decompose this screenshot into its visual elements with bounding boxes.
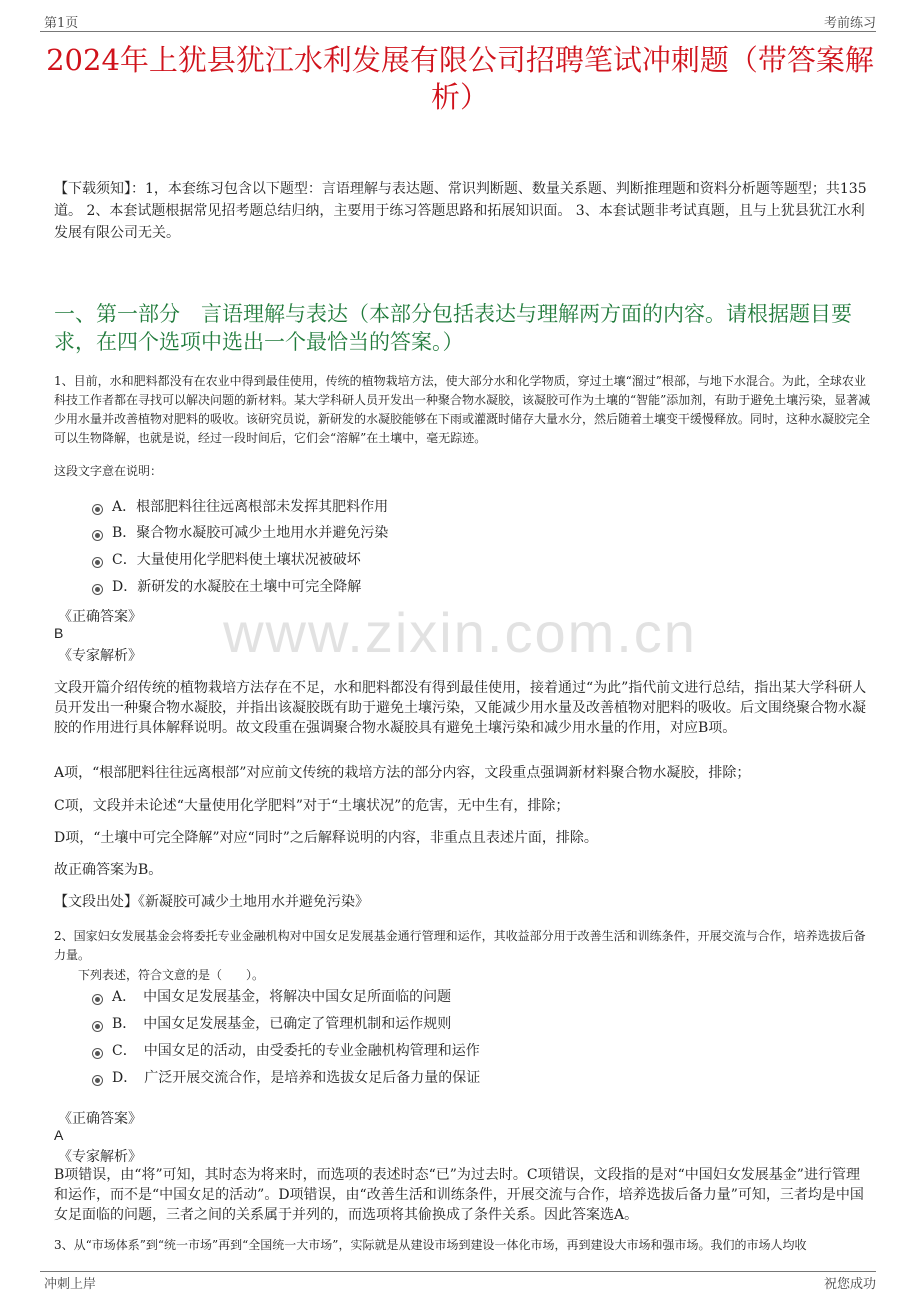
footer-divider xyxy=(40,1271,876,1272)
radio-icon[interactable] xyxy=(92,557,103,568)
option-label: D． 广泛开展交流合作，是培养和选拔女足后备力量的保证 xyxy=(112,1070,481,1086)
question-1-analysis-d: D项，“土壤中可完全降解”对应“同时”之后解释说明的内容，非重点且表述片面，排除。 xyxy=(54,830,598,846)
question-1-option-a[interactable] xyxy=(92,496,388,516)
option-label: C．大量使用化学肥料使土壤状况被破坏 xyxy=(112,552,361,568)
radio-icon[interactable] xyxy=(92,530,103,541)
footer-right-text: 祝您成功 xyxy=(823,1277,876,1292)
question-1-conclusion: 故正确答案为B。 xyxy=(54,862,163,878)
question-1-stem: 这段文字意在说明： xyxy=(54,464,163,478)
option-label: A．根部肥料往往远离根部未发挥其肥料作用 xyxy=(112,499,389,515)
question-1-text: 1、目前，水和肥料都没有在农业中得到最佳使用，传统的植物栽培方法，使大部分水和化学物质，穿过土壤“溜过”根部，与地下水混合。为此，全球农业科技工作者都在寻找可以解决问题的新材料。某大学科研人员开发出一种聚合物水凝胶，该凝胶可作为土壤的“智能”添加剂，有助于避免土壤污染，显著减少用水量并改善植物对肥料的吸收。该研究员说，新研发的水凝胶能够在下雨或灌溉时储存大量水分，然后随着土壤变干缓慢释放。同时，这种水凝胶完全可以生物降解，也就是说，经过一段时间后，它们会“溶解”在土壤中，毫无踪迹。 xyxy=(54,374,871,445)
question-2-stem: 下列表述，符合文意的是（ ）。 xyxy=(78,968,265,982)
question-2-option-d[interactable] xyxy=(92,1067,480,1087)
radio-icon[interactable] xyxy=(92,994,103,1005)
radio-icon[interactable] xyxy=(92,1075,103,1086)
question-2-option-a[interactable] xyxy=(92,986,451,1006)
radio-icon[interactable] xyxy=(92,1021,103,1032)
page-number: 第1页 xyxy=(44,16,79,31)
question-1-analysis-c: C项，文段并未论述“大量使用化学肥料”对于“土壤状况”的危害，无中生有，排除； xyxy=(54,798,570,814)
question-1-analysis-label: 《专家解析》 xyxy=(58,648,142,664)
question-1-option-d[interactable] xyxy=(92,576,361,596)
option-label: B． 中国女足发展基金，已确定了管理机制和运作规则 xyxy=(112,1016,452,1032)
download-notice: 【下载须知】：1，本套练习包含以下题型：言语理解与表达题、常识判断题、数量关系题、判断推理题和资料分析题等题型；共135道。 2、本套试题根据常见招考题总结归纳，主要用于练习答题思路和拓展知识面。 3、本套试题非考试真题，且与上犹县犹江水利发展有限公司无关。 xyxy=(54,181,867,241)
question-1-answer-label: 《正确答案》 xyxy=(58,609,142,625)
question-2-text: 2、国家妇女发展基金会将委托专业金融机构对中国女足发展基金通行管理和运作，其收益部分用于改善生活和训练条件，开展交流与合作，培养选拔后备力量。 xyxy=(54,929,866,962)
page-title: 2024年上犹县犹江水利发展有限公司招聘笔试冲刺题（带答案解析） xyxy=(46,43,874,114)
option-label: D．新研发的水凝胶在土壤中可完全降解 xyxy=(112,579,362,595)
question-1-answer: B xyxy=(54,625,64,641)
question-1-analysis-main: 文段开篇介绍传统的植物栽培方法存在不足，水和肥料都没有得到最佳使用，接着通过“为此”指代前文进行总结，指出某大学科研人员开发出一种聚合物水凝胶，并指出该凝胶既有助于避免土壤污染，又能减少用水量及改善植物对肥料的吸收。后文围绕聚合物水凝胶的作用进行具体解释说明。故文段重在强调聚合物水凝胶具有避免土壤污染和减少用水量的作用，对应B项。 xyxy=(54,680,867,736)
question-1-source: 【文段出处】《新凝胶可减少土地用水并避免污染》 xyxy=(54,894,369,910)
question-3-text: 3、从“市场体系”到“统一市场”再到“全国统一大市场”，实际就是从建设市场到建设一体化市场，再到建设大市场和强市场。我们的市场人均收 xyxy=(54,1238,807,1252)
option-label: A． 中国女足发展基金，将解决中国女足所面临的问题 xyxy=(112,989,452,1005)
question-2-option-c[interactable] xyxy=(92,1040,480,1060)
question-1-option-b[interactable] xyxy=(92,522,388,542)
watermark: www.zixin.com.cn xyxy=(223,601,697,664)
section-heading: 一、第一部分 言语理解与表达（本部分包括表达与理解两方面的内容。请根据题目要求，在四个选项中选出一个最恰当的答案。） xyxy=(54,302,852,354)
question-1-option-c[interactable] xyxy=(92,549,361,569)
question-2-answer-label: 《正确答案》 xyxy=(58,1111,142,1127)
question-2-analysis: B项错误，由“将”可知，其时态为将来时，而选项的表述时态“已”为过去时。C项错误，文段指的是对“中国妇女发展基金”进行管理和运作，而不是“中国女足的活动”。D项错误，由“改善生活和训练条件，开展交流与合作，培养选拔后备力量”可知，三者均是中国女足面临的问题，三者之间的关系属于并列的，而选项将其偷换成了条件关系。因此答案选A。 xyxy=(54,1167,864,1223)
radio-icon[interactable] xyxy=(92,584,103,595)
radio-icon[interactable] xyxy=(92,504,103,515)
footer-left-text: 冲刺上岸 xyxy=(44,1277,97,1292)
question-2-answer: A xyxy=(54,1127,64,1143)
radio-icon[interactable] xyxy=(92,1048,103,1059)
header-right-text: 考前练习 xyxy=(823,16,876,31)
option-label: C． 中国女足的活动，由受委托的专业金融机构管理和运作 xyxy=(112,1043,480,1059)
option-label: B．聚合物水凝胶可减少土地用水并避免污染 xyxy=(112,525,389,541)
question-2-analysis-label: 《专家解析》 xyxy=(58,1149,142,1165)
question-1-analysis-a: A项，“根部肥料往往远离根部”对应前文传统的栽培方法的部分内容，文段重点强调新材料聚合物水凝胶，排除； xyxy=(54,765,751,781)
question-2-option-b[interactable] xyxy=(92,1013,451,1033)
header-divider xyxy=(40,31,876,32)
